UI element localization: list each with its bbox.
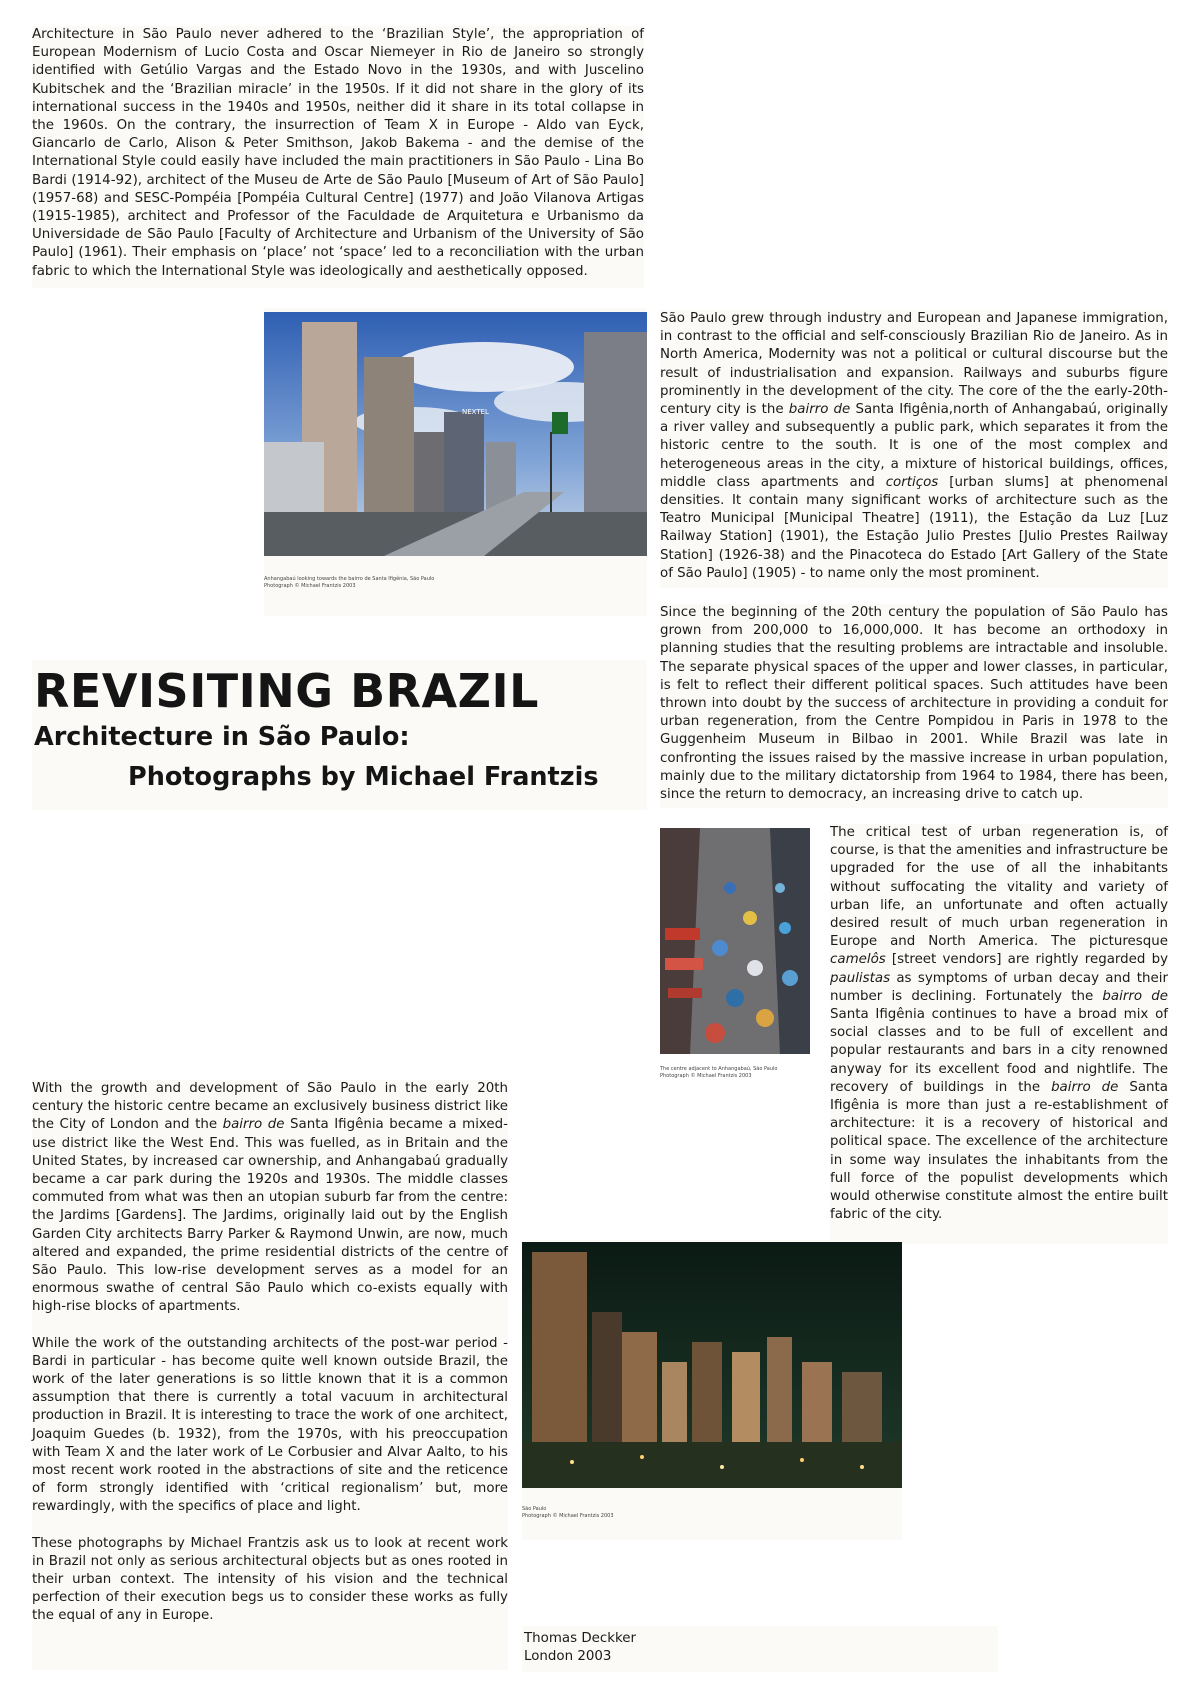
right-col-para3-block [830, 824, 1168, 1244]
signature-place-year: London 2003 [524, 1649, 612, 1664]
anhangabau-image [264, 312, 647, 556]
street-market-image [660, 828, 810, 1054]
photo3-caption [522, 1506, 722, 1519]
right-col-para1-block [660, 310, 1168, 588]
photo1-caption-line2: Photograph © Michael Frantzis 2003 [264, 582, 356, 589]
intro-paragraph: Architecture in São Paulo never adhered to the ‘Brazilian Style’, the appropriation of European Modernism of Lucio Costa and Oscar Niemeyer in Rio de Janeiro so strongly identified with Getúlio Vargas and the Estado Novo in the 1930s, and with Juscelino Kubitschek and the ‘Brazilian miracle’ in the 1950s. If it did not share in the glory of its international success in the 1940s and 1950s, neither did it share in its total collapse in the 1960s. On the contrary, the insurrection of Team X in Europe - Aldo van Eyck, Giancarlo de Carlo, Alison & Peter Smithson, Jakob Bakema - and the demise of the International Style could easily have included the main practitioners in São Paulo - Lina Bo Bardi (1914-92), architect of the Museu de Arte de São Paulo [Museum of Art of São Paulo] (1957-68) and SESC-Pompéia [Pompéia Cultural Centre] (1977) and João Vilanova Artigas (1915-1985), architect and Professor of the Faculdade de Arquitetura e Urbanismo da Universidade de São Paulo [Faculty of Architecture and Urbanism of the University of São Paulo] (1961). Their emphasis on ‘place’ not ‘space’ led to a reconciliation with the urban fabric to which the International Style was ideologically and aesthetically opposed. [32, 27, 644, 279]
left-col-para2: While the work of the outstanding architects of the post-war period - Bardi in particular - has become quite well known outside Brazil, the work of the later generations is so little known that it is a common assumption that there is currently a total vacuum in architectural production in Brazil. It is interesting to trace the work of one architect, Joaquim Guedes (b. 1932), from the 1970s, with his preoccupation with Team X and the later work of Le Corbusier and Alvar Aalto, to his most recent work rooted in the abstractions of site and the reticence of form strongly identified with ‘critical regionalism’ but, more rewardingly, with the specifics of place and light. [32, 1335, 508, 1515]
photo1-caption [264, 576, 564, 589]
nextel-sign: NEXTEL [462, 408, 489, 416]
left-col-para3: These photographs by Michael Frantzis ask us to look at recent work in Brazil not only as serious architectural objects but as ones rooted in their urban context. The intensity of his vision and the technical perfection of their execution begs us to consider these works as fully the equal of any in Europe. [32, 1535, 508, 1624]
right-col-para2: Since the beginning of the 20th century the population of São Paulo has grown from 200,000 to 16,000,000. It has become an orthodoxy in planning studies that the resulting problems are intractable and insoluble. The separate physical spaces of the upper and lower classes, in particular, is felt to reflect their different political spaces. Such attitudes have been thrown into doubt by the success of architecture in providing a conduit for urban regeneration, from the Centre Pompidou in Paris in 1978 to the Guggenheim Museum in Bilbao in 2001. While Brazil was late in confronting the issues raised by the massive increase in urban population, mainly due to the military dictatorship from 1964 to 1984, there has been, since the return to democracy, an increasing drive to catch up. [660, 605, 1168, 803]
right-col-para2-block [660, 604, 1168, 808]
signature [524, 1630, 636, 1666]
right-col-para1: São Paulo grew through industry and European and Japanese immigration, in contrast to the official and self-consciously Brazilian Rio de Janeiro. As in North America, Modernity was not a political or cultural discourse but the result of industrialisation and expansion. Railways and suburbs figure prominently in the development of the city. The core of the the early-20th-century city is the bairro de Santa Ifigênia,north of Anhangabaú, originally a river valley and subsequently a public park, which separates it from the historic centre to the south. It is one of the most complex and heterogeneous areas in the city, a mixture of historical buildings, offices, middle class apartments and cortiços [urban slums] at phenomenal densities. It contain many significant works of architecture such as the Teatro Municipal [Municipal Theatre] (1911), the Estação da Luz [Luz Railway Station] (1901), the Estação Julio Prestes [Julio Prestes Railway Station] (1926-38) and the Pinacoteca do Estado [Art Gallery of the State of São Paulo] (1905) - to name only the most prominent. [660, 311, 1169, 581]
photo-anhangabau [264, 312, 647, 556]
photo1-caption-line1: Anhangabaú looking towards the bairro de Santa Ifigênia, São Paulo [264, 576, 435, 582]
title-block [32, 660, 647, 810]
photo2-caption [660, 1066, 820, 1079]
signature-name: Thomas Deckker [524, 1631, 637, 1646]
intro-paragraph-block [32, 26, 644, 288]
photo3-caption-line1: São Paulo [522, 1506, 547, 1512]
right-col-para3: The critical test of urban regeneration is, of course, is that the amenities and infrastructure be upgraded for the use of all the inhabitants without suffocating the vitality and variety of urban life, an unfortunate and often actually desired result of much urban regeneration in Europe and North America. The picturesque camelôs [street vendors] are rightly regarded by paulistas as symptoms of urban decay and their number is declining. Fortunately the bairro de Santa Ifigênia continues to have a broad mix of social classes and to be full of excellent and popular restaurants and bars in a city renowned anyway for its excellent food and nightlife. The recovery of buildings in the bairro de Santa Ifigênia is more than just a re-establishment of architecture: it is a recovery of historical and political space. The excellence of the architecture in some way insulates the inhabitants from the full force of the populist developments which would otherwise constitute almost the entire built fabric of the city. [830, 825, 1168, 1223]
page-subtitle-line1: Architecture in São Paulo: [34, 722, 410, 752]
photo2-caption-line2: Photograph © Michael Frantzis 2003 [660, 1072, 752, 1079]
left-col-lower-block [32, 1080, 508, 1670]
photo3-caption-line2: Photograph © Michael Frantzis 2003 [522, 1512, 614, 1519]
photo-night-skyline [522, 1242, 902, 1488]
night-skyline-image [522, 1242, 902, 1488]
page-title: REVISITING BRAZIL [34, 664, 539, 718]
photo2-caption-line1: The centre adjacent to Anhangabaú, São Paulo [660, 1066, 778, 1072]
left-col-para1: With the growth and development of São Paulo in the early 20th century the historic centre became an exclusively business district like the City of London and the bairro de Santa Ifigênia became a mixed-use district like the West End. This was fuelled, as in Britain and the United States, by increased car ownership, and Anhangabaú gradually became a car park during the 1920s and 1930s. The middle classes commuted from what was then an utopian suburb far from the centre: the Jardims [Gardens]. The Jardims, originally laid out by the English Garden City architects Barry Parker & Raymond Unwin, are now, much altered and expanded, the prime residential districts of the centre of São Paulo. This low-rise development serves as a model for an enormous swathe of central São Paulo which co-exists equally with high-rise blocks of apartments. [32, 1081, 509, 1315]
page-subtitle-line2: Photographs by Michael Frantzis [128, 762, 599, 792]
photo-street-market [660, 828, 810, 1054]
